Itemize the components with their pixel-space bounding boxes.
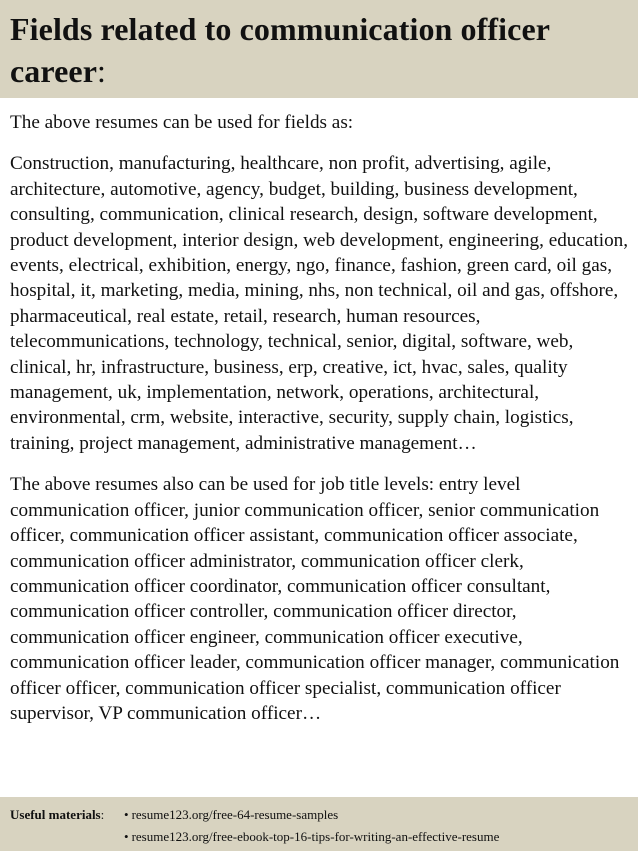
bullet-icon: •	[124, 829, 129, 844]
resume-ebook-link[interactable]: resume123.org/free-ebook-top-16-tips-for-writing-an-effective-resume	[131, 829, 500, 844]
footer-row-1	[10, 804, 628, 826]
job-levels-list: The above resumes also can be used for job title levels: entry level communication officer, junior communication officer, senior communication officer, communication officer assistant, communication officer associate, communication officer administrator, communication officer clerk, communication officer coordinator, communication officer consultant, communication officer controller, communication officer director, communication officer engineer, communication officer executive, communication officer leader, communication officer manager, communication officer officer, communication officer specialist, communication officer supervisor, VP communication officer…	[10, 474, 620, 724]
useful-materials-label	[10, 804, 124, 826]
page-title-colon: :	[97, 53, 107, 89]
useful-materials-label-text: Useful materials	[10, 807, 101, 822]
intro-text: The above resumes can be used for fields as:	[10, 112, 354, 133]
footer-label-spacer	[10, 826, 124, 848]
useful-materials-label-colon: :	[100, 807, 105, 822]
bullet-icon: •	[124, 807, 129, 822]
title-banner	[0, 0, 638, 98]
content-body	[10, 110, 632, 726]
footer-row-2	[10, 826, 628, 848]
page-title-text: Fields related to communication officer career	[10, 11, 550, 89]
resume-samples-link[interactable]: resume123.org/free-64-resume-samples	[131, 807, 339, 822]
footer-banner	[0, 797, 638, 851]
page-title	[10, 8, 628, 92]
fields-list: Construction, manufacturing, healthcare, non profit, advertising, agile, architecture, automotive, agency, budget, building, business development, consulting, communication, clinical research, design, software development, product development, interior design, web development, engineering, education, events, electrical, exhibition, energy, ngo, finance, fashion, green card, oil gas, hospital, it, marketing, media, mining, nhs, non technical, oil and gas, offshore, pharmaceutical, real estate, retail, research, human resources, telecommunications, technology, technical, senior, digital, software, web, clinical, hr, infrastructure, business, erp, creative, ict, hvac, sales, quality management, uk, implementation, network, operations, architectural, environmental, crm, website, interactive, security, supply chain, logistics, training, project management, administrative management…	[10, 153, 629, 454]
